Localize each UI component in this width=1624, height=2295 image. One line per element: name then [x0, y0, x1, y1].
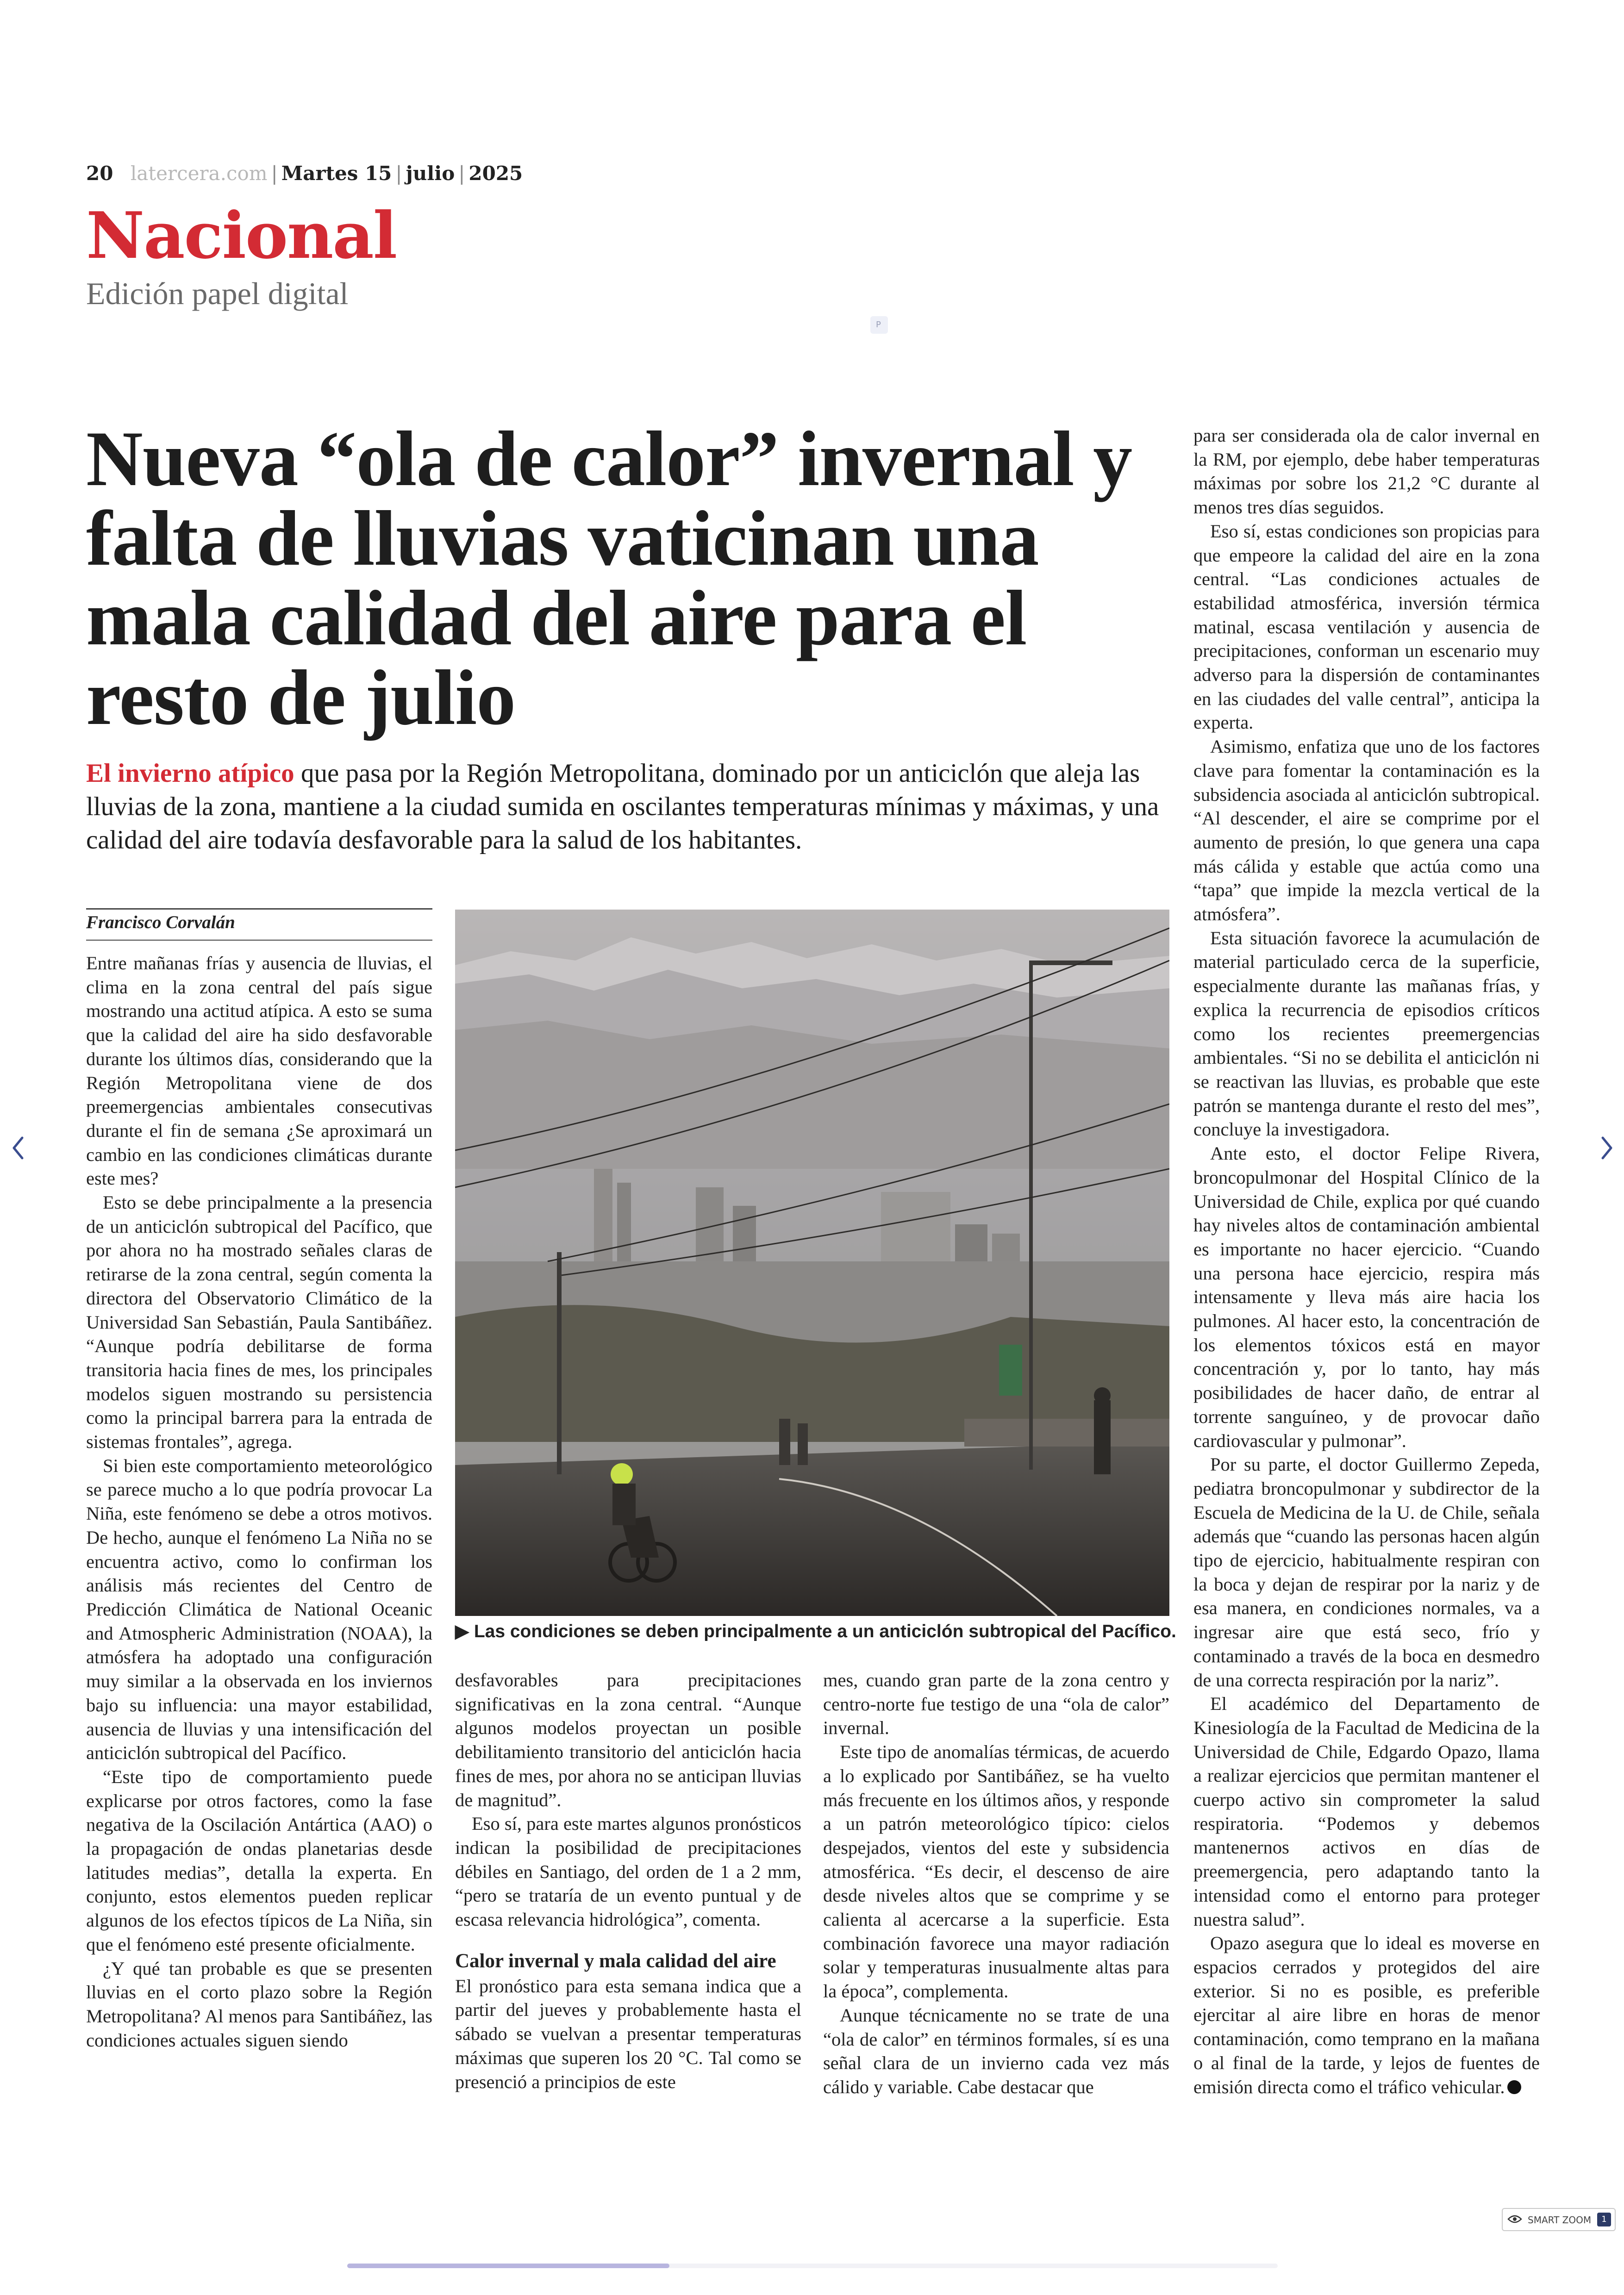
paragraph: Esto se debe principalmente a la presencia de un anticiclón subtropical del Pacífico, que por ahora no ha mostrado señales claras de retirarse de la zona central, según comenta la directora del Observatorio Climático de la Universidad San Sebastián, Paula Santibáñez. “Aunque podría debilitarse de forma transitoria hacia fines de mes, los principales modelos siguen mostrando su persistencia como la principal barrera para la entrada de sistemas frontales”, agrega.	[86, 1192, 432, 1453]
paragraph: Si bien este comportamiento meteorológico se parece mucho a lo que podría provocar La Niña, este fenómeno se debe a otros motivos. De hecho, aunque el fenómeno La Niña no se encuentra activo, como lo confirman los análisis más recientes del Centro de Predicción Climática de National Oceanic and Atmospheric Administration (NOAA), la atmósfera ha adoptado una configuración muy similar a la observada en los inviernos bajo su influencia: una mayor estabilidad, ausencia de lluvias y una intensificación del anticiclón subtropical del Pacífico.	[86, 1455, 432, 1764]
paragraph: Esta situación favorece la acumulación de material particulado cerca de la superficie, especialmente durante las mañanas frías, y explica la recurrencia de episodios críticos como los recientes preemergencias ambientales. “Si no se debilita el anticiclón ni se reactivan las lluvias, es probable que este patrón se mantenga durante el resto del mes”, concluye la investigadora.	[1193, 927, 1540, 1140]
edition-label: Edición papel digital	[86, 276, 349, 311]
dek-lead: El invierno atípico	[86, 759, 294, 788]
page-scrollbar-thumb[interactable]	[347, 2264, 669, 2268]
issue-year: 2025	[468, 162, 523, 185]
paragraph: ¿Y qué tan probable es que se presenten lluvias en el corto plazo sobre la Región Metropolitana? Al menos para Santibáñez, las condiciones actuales siguen siendo	[86, 1958, 432, 2051]
smart-zoom-label: SMART ZOOM	[1528, 2214, 1592, 2226]
prev-page-button[interactable]	[5, 1129, 32, 1166]
paragraph: “Este tipo de comportamiento puede explicarse por otros factores, como la fase negativa de la Oscilación Antártica (AAO) o la propagación de ondas planetarias desde latitudes medias”, detalla la experta. En conjunto, estos elementos pueden replicar algunos de los efectos típicos de La Niña, sin que el fenómeno esté presente oficialmente.	[86, 1766, 432, 1955]
paragraph: para ser considerada ola de calor invernal en la RM, por ejemplo, debe haber temperaturas máximas por sobre los 21,2 °C durante al menos tres días seguidos.	[1193, 425, 1540, 518]
article-headline: Nueva “ola de calor” invernal y falta de lluvias vaticinan una mala calidad del aire para el resto de julio	[86, 415, 1132, 741]
section-title: Nacional	[86, 198, 397, 273]
dek-text: que pasa por la Región Metropolitana, dominado por un anticiclón que aleja las lluvias de la zona, mantiene a la ciudad sumida en oscilantes temperaturas mínimas y máximas, y una calidad del aire todavía desfavorable para la salud de los habitantes.	[86, 759, 1159, 854]
page-count-badge: 1	[1597, 2213, 1611, 2226]
chevron-right-icon	[1593, 1129, 1620, 1166]
smart-zoom-button[interactable]	[1502, 2208, 1616, 2231]
article-photo	[455, 910, 1169, 1616]
page-number: 20	[86, 162, 113, 185]
byline-bottom-rule	[86, 940, 432, 941]
page-marker-icon[interactable]: P	[870, 316, 888, 334]
paragraph: Eso sí, para este martes algunos pronósticos indican la posibilidad de precipitaciones débiles en Santiago, del orden de 1 a 2 mm, “pero se trataría de un evento puntual y de escasa relevancia hidrológica”, comenta.	[455, 1813, 801, 1930]
chevron-left-icon	[5, 1129, 32, 1166]
paragraph: Entre mañanas frías y ausencia de lluvias, el clima en la zona central del país sigue mostrando una actitud atípica. A esto se suma que la calidad del aire ha sido desfavorable durante los últimos días, considerando que la Región Metropolitana viene de dos preemergencias ambientales consecutivas durante el fin de semana ¿Se aproximará un cambio en las condiciones climáticas durante este mes?	[86, 953, 432, 1189]
paragraph: El académico del Departamento de Kinesiología de la Facultad de Medicina de la Universidad de Chile, Edgardo Opazo, llama a realizar ejercicios que permitan mantener el cuerpo activo sin comprometer la salud respiratoria. “Podemos y debemos mantenernos activos en días de preemergencia, pero adaptando tanto la intensidad como el entorno para proteger nuestra salud”.	[1193, 1693, 1540, 1930]
paragraph: Asimismo, enfatiza que uno de los factores clave para fomentar la contaminación es la subsidencia asociada al anticiclón subtropical. “Al descender, el aire se comprime por el aumento de presión, lo que genera una capa más cálida y estable que actúa como una “tapa” que impide la mezcla vertical de la atmósfera”.	[1193, 736, 1540, 925]
paragraph	[1193, 1931, 1540, 2099]
byline: Francisco Corvalán	[86, 912, 235, 932]
article-column-1	[86, 951, 432, 2052]
site-name: latercera.com	[130, 162, 268, 185]
byline-top-rule	[86, 908, 432, 910]
page-folio: 20 latercera.com | Martes 15 | julio | 2025	[86, 162, 523, 185]
next-page-button[interactable]	[1593, 1129, 1620, 1166]
issue-day: Martes 15	[281, 162, 392, 185]
paragraph: mes, cuando gran parte de la zona centro y centro-norte fue testigo de una “ola de calor” invernal.	[823, 1670, 1169, 1739]
subheading: Calor invernal y mala calidad del aire	[455, 1950, 776, 1972]
paragraph: Este tipo de anomalías térmicas, de acuerdo a lo explicado por Santibáñez, se ha vuelto más frecuente en los últimos años, y responde a un patrón meteorológico típico: cielos despejados, vientos del este y subsidencia atmosférica. “Es decir, el descenso de aire desde niveles altos que se comprime y se calienta al acercarse a la superficie. Esta combinación favorece una mayor radiación solar y temperaturas inusualmente altas para la época”, complementa.	[823, 1741, 1169, 2002]
paragraph: Ante esto, el doctor Felipe Rivera, broncopulmonar del Hospital Clínico de la Universidad de Chile, explica por qué cuando hay niveles altos de contaminación ambiental es importante no hacer ejercicio. “Cuando una persona hace ejercicio, respira más intensamente y lleva más aire hacia los pulmones. Al hacer esto, la concentración de los elementos tóxicos está en mayor concentración y, por lo tanto, hay más posibilidades de hacer daño, de entrar al torrente sanguíneo, y de provocar daño cardiovascular y pulmonar”.	[1193, 1143, 1540, 1451]
photo-city-smog	[455, 910, 1169, 1616]
article-column-2	[455, 1668, 801, 2094]
paragraph: Por su parte, el doctor Guillermo Zepeda, pediatra broncopulmonar y subdirector de la Escuela de Medicina de la U. de Chile, señala además que “cuando las personas hacen algún tipo de ejercicio, habitualmente respiran con la boca y dejan de respirar por la nariz y de esa manera, en condiciones normales, va a ingresar aire que está seco, frío y contaminado a través de la boca en desmedro de una correcta respiración por la nariz”.	[1193, 1454, 1540, 1690]
photo-caption: ▶ Las condiciones se deben principalmente a un anticiclón subtropical del Pacífico.	[455, 1621, 1176, 1641]
article-column-3	[823, 1668, 1169, 2099]
paragraph: Eso sí, estas condiciones son propicias para que empeore la calidad del aire en la zona central. “Las condiciones actuales de estabilidad atmosférica, inversión térmica matinal, escasa ventilación y ausencia de precipitaciones, conforman un escenario muy adverso para la dispersión de contaminantes en las ciudades del valle central”, anticipa la experta.	[1193, 520, 1540, 733]
article-dek	[86, 757, 1169, 857]
paragraph: Aunque técnicamente no se trate de una “ola de calor” en términos formales, sí es una señal clara de un invierno cada vez más cálido y variable. Cabe destacar que	[823, 2004, 1169, 2097]
eye-icon	[1507, 2214, 1522, 2226]
article-column-4	[1193, 424, 1540, 2099]
paragraph: desfavorables para precipitaciones significativas en la zona central. “Aunque algunos modelos proyectan un posible debilitamiento transitorio del anticiclón hacia fines de mes, por ahora no se anticipan lluvias de magnitud”.	[455, 1670, 801, 1810]
paragraph: El pronóstico para esta semana indica que a partir del jueves y probablemente hasta el sábado se vuelvan a presentar temperaturas máximas que superen los 20 °C. Tal como se presenció a principios de este	[455, 1975, 801, 2092]
paragraph-text: Opazo asegura que lo ideal es moverse en espacios cerrados y protegidos del aire exterior. Si no es posible, es preferible ejercitar al aire libre en horas de menor contaminación, como temprano en la mañana o al final de la tarde, y lejos de fuentes de emisión directa como el tráfico vehicular.	[1193, 1933, 1540, 2097]
end-of-article-icon	[1507, 2080, 1521, 2094]
issue-month: julio	[406, 162, 455, 185]
